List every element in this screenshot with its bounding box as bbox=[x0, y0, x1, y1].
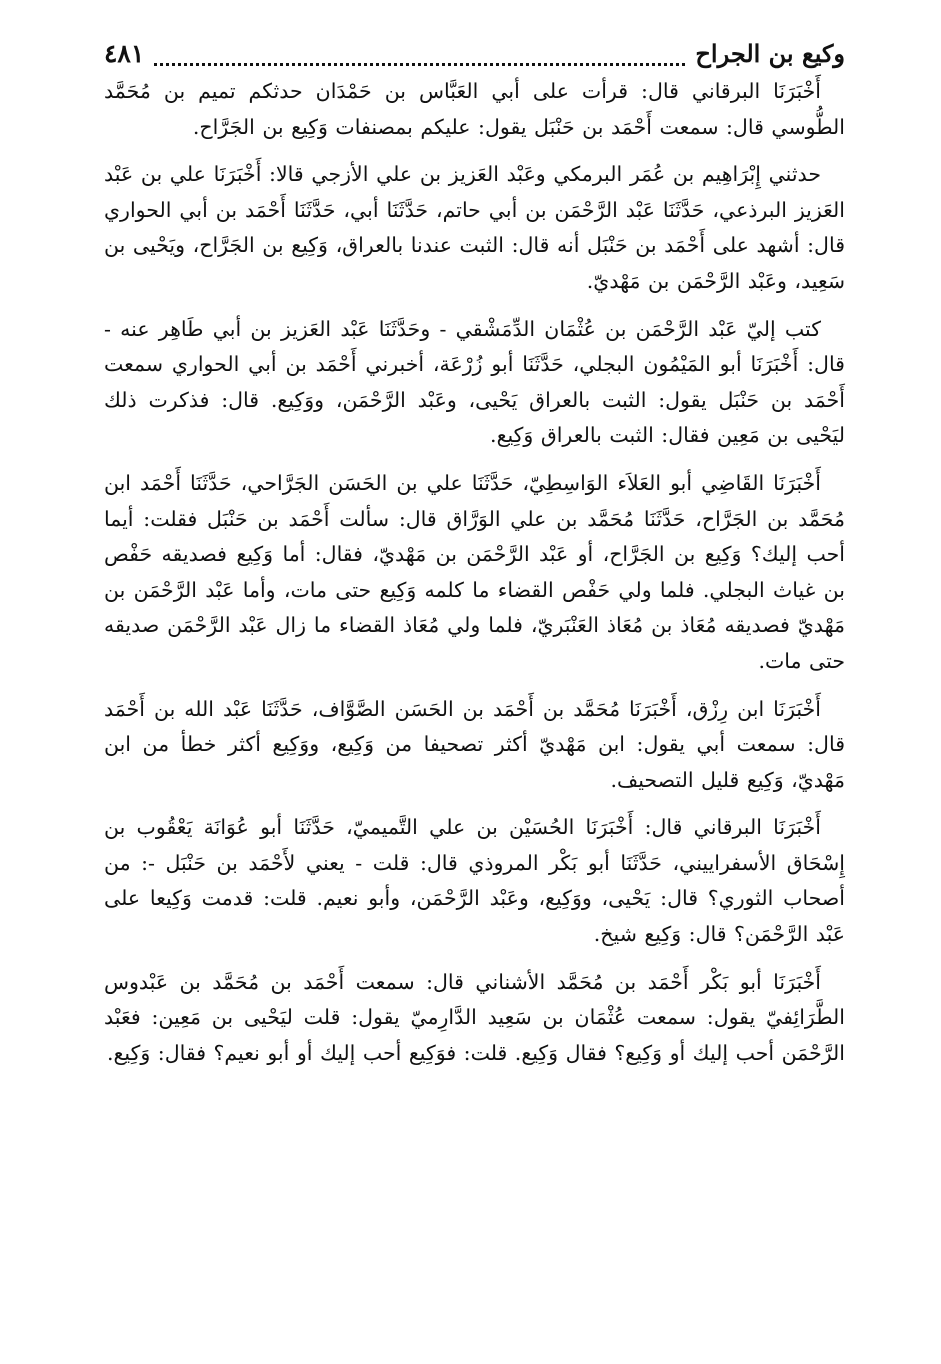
paragraph-6: أَخْبَرَنَا البرقاني قال: أَخْبَرَنَا الحُسَيْن بن علي التَّميميّ، حَدَّثَنَا أبو عُوَانَة يَعْقُوب بن إِسْحَاق الأسفراييني، حَدَّثَنَا أبو بَكْر المروذي قال: قلت - يعني لأَحْمَد بن حَنْبَل -: من أصحاب الثوري؟ قال: يَحْيى، ووَكِيع، وعَبْد الرَّحْمَن، وأبو نعيم. قلت: قدمت وَكِيعا على عَبْد الرَّحْمَن؟ قال: وَكِيع شيخ. bbox=[104, 815, 845, 947]
paragraph-5: أَخْبَرَنَا ابن رِزْق، أَخْبَرَنَا مُحَمَّد بن أَحْمَد بن الحَسَن الصَّوَّاف، حَدَّثَنَا عَبْد الله بن أَحْمَد قال: سمعت أبي يقول: ابن مَهْديّ أكثر تصحيفا من وَكِيع، ووَكِيع أكثر خطأ من ابن مَهْديّ، وَكِيع قليل التصحيف. bbox=[104, 696, 845, 792]
paragraph-1: أَخْبَرَنَا البرقاني قال: قرأت على أبي العَبَّاس بن حَمْدَان حدثكم تميم بن مُحَمَّد الطُّوسي قال: سمعت أَحْمَد بن حَنْبَل يقول: عليكم بمصنفات وَكِيع بن الجَرَّاح. bbox=[104, 79, 845, 139]
running-title: وكيع بن الجراح bbox=[695, 39, 845, 68]
leader-dots bbox=[154, 63, 685, 66]
running-header bbox=[104, 34, 845, 74]
paragraph-7: أَخْبَرَنَا أبو بَكْر أَحْمَد بن مُحَمَّد الأشناني قال: سمعت أَحْمَد بن مُحَمَّد بن عَبْدوس الطَّرَائِفيّ يقول: سمعت عُثْمَان بن سَعِيد الدَّارِميّ يقول: قلت ليَحْيى بن مَعِين: فعَبْد الرَّحْمَن أحب إليك أو وَكِيع؟ فقال وَكِيع. قلت: فوَكِيع أحب إليك أو أبو نعيم؟ فقال: وَكِيع. bbox=[104, 969, 845, 1065]
page-number: ٤٨١ bbox=[104, 39, 145, 68]
paragraph-3: كتب إليّ عَبْد الرَّحْمَن بن عُثْمَان الدِّمَشْقي - وحَدَّثَنَا عَبْد العَزيز بن أبي طَاهِر عنه - قال: أَخْبَرَنَا أبو المَيْمُون البجلي، حَدَّثَنَا أبو زُرْعَة، أخبرني أَحْمَد بن أبي الحواري سمعت أَحْمَد بن حَنْبَل يقول: الثبت بالعراق يَحْيى، وعَبْد الرَّحْمَن، ووَكِيع. قال: فذكرت ذلك ليَحْيى بن مَعِين فقال: الثبت بالعراق وَكِيع. bbox=[104, 316, 845, 448]
paragraph-4: أَخْبَرَنَا القَاضِي أبو العَلاَء الوَاسِطِيّ، حَدَّثَنَا علي بن الحَسَن الجَرَّاحي، حَدَّثَنَا أَحْمَد ابن مُحَمَّد بن الجَرَّاح، حَدَّثَنَا مُحَمَّد بن علي الوَرَّاق قال: سألت أَحْمَد بن حَنْبَل فقلت: أيما أحب إليك؟ وَكِيع بن الجَرَّاح، أو عَبْد الرَّحْمَن بن مَهْديّ، فقال: أما وَكِيع فصديقه حَفْص بن غياث البجلي. فلما ولي حَفْص القضاء ما كلمه وَكِيع حتى مات، وأما عَبْد الرَّحْمَن بن مَهْديّ فصديقه مُعَاذ بن مُعَاذ العَنْبَريّ، فلما ولي مُعَاذ القضاء ما زال عَبْد الرَّحْمَن صديقه حتى مات. bbox=[104, 470, 845, 673]
paragraph-2: حدثني إِبْرَاهِيم بن عُمَر البرمكي وعَبْد العَزيز بن علي الأزجي قالا: أَخْبَرَنَا علي بن عَبْد العَزيز البرذعي، حَدَّثَنَا عَبْد الرَّحْمَن بن أبي حاتم، حَدَّثَنَا أبي، حَدَّثَنَا أَحْمَد بن أبي الحواري قال: أشهد على أَحْمَد بن حَنْبَل أنه قال: الثبت عندنا بالعراق، وَكِيع بن الجَرَّاح، ويَحْيى بن سَعِيد، وعَبْد الرَّحْمَن بن مَهْديّ. bbox=[104, 162, 845, 293]
